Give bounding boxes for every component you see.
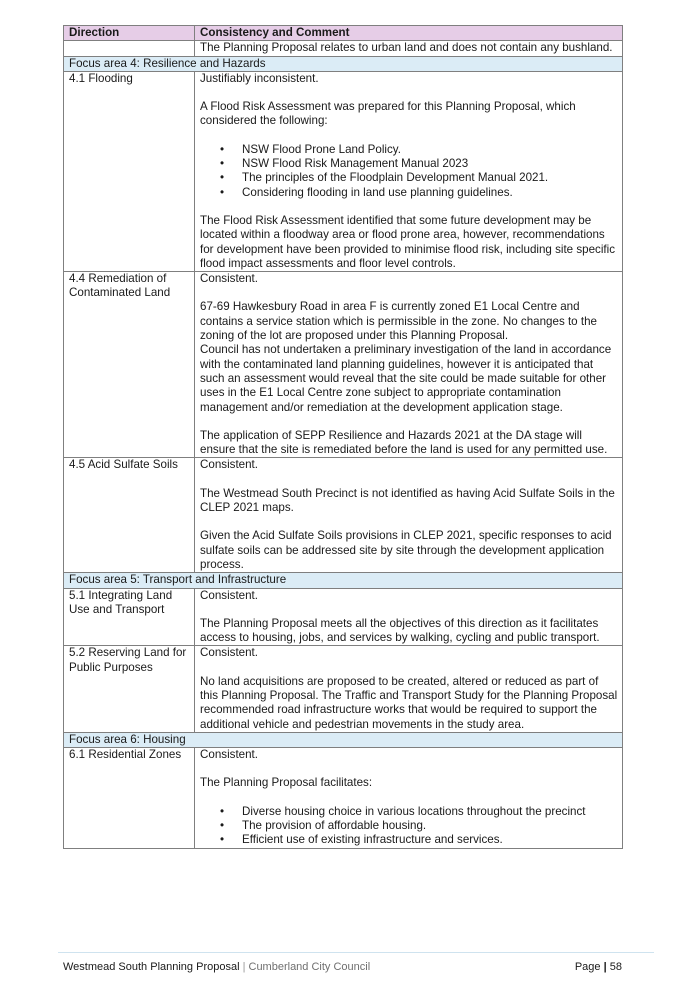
flooding-intro: A Flood Risk Assessment was prepared for this Planning Proposal, which considered the following: bbox=[200, 100, 576, 128]
list-item: • Diverse housing choice in various locations throughout the precinct bbox=[242, 805, 618, 819]
focus-area-row bbox=[64, 573, 623, 588]
footer-page-number bbox=[575, 961, 622, 974]
residential-bullet-list bbox=[200, 805, 618, 848]
comment-cell bbox=[195, 41, 623, 56]
remediation-paragraph-3: The application of SEPP Resilience and Hazards 2021 at the DA stage will ensure that the site is remediated before the land is used for any permitted use. bbox=[200, 428, 608, 457]
direction-residential: 6.1 Residential Zones bbox=[64, 748, 195, 848]
residential-intro: The Planning Proposal facilitates: bbox=[200, 776, 373, 790]
directions-table bbox=[63, 25, 623, 849]
focus-area-5-heading: Focus area 5: Transport and Infrastructure bbox=[64, 573, 623, 588]
direction-cell-empty bbox=[64, 41, 195, 56]
page-label: Page bbox=[574, 961, 601, 973]
list-item: • NSW Flood Prone Land Policy. bbox=[242, 143, 618, 157]
table-row bbox=[64, 41, 623, 56]
focus-area-6-heading: Focus area 6: Housing bbox=[64, 732, 623, 747]
reserving-status: Consistent. bbox=[200, 646, 258, 660]
list-item: • The principles of the Floodplain Development Manual 2021. bbox=[242, 171, 618, 185]
residential-status: Consistent. bbox=[200, 748, 258, 762]
direction-reserving: 5.2 Reserving Land for Public Purposes bbox=[64, 646, 195, 732]
footer-council-name: Cumberland City Council bbox=[248, 961, 371, 973]
table-row-integrating bbox=[64, 588, 623, 646]
table-row-residential bbox=[64, 748, 623, 848]
table-row-acid-sulfate bbox=[64, 458, 623, 573]
acid-paragraph-2: Given the Acid Sulfate Soils provisions in CLEP 2021, specific responses to acid sulfate soils can be addressed site by site through the development application process. bbox=[200, 529, 612, 571]
list-item: • Efficient use of existing infrastructure and services. bbox=[242, 833, 618, 847]
focus-area-4-heading: Focus area 4: Resilience and Hazards bbox=[64, 56, 623, 71]
remediation-status: Consistent. bbox=[200, 272, 258, 286]
focus-area-row bbox=[64, 732, 623, 747]
comment-remediation bbox=[195, 272, 623, 458]
header-direction: Direction bbox=[64, 26, 195, 41]
direction-remediation: 4.4 Remediation of Contaminated Land bbox=[64, 272, 195, 458]
remediation-paragraph-1: 67-69 Hawkesbury Road in area F is currently zoned E1 Local Centre and contains a service station which is permissible in the zone. No changes to the zoning of the lot are proposed under this Planning Proposal. bbox=[200, 300, 597, 343]
acid-status: Consistent. bbox=[200, 458, 258, 472]
integrating-status: Consistent. bbox=[200, 588, 258, 602]
comment-reserving bbox=[195, 646, 623, 732]
comment-residential bbox=[195, 748, 623, 848]
header-consistency-comment: Consistency and Comment bbox=[195, 26, 623, 41]
list-item: • The provision of affordable housing. bbox=[242, 819, 618, 833]
flooding-bullet-list bbox=[200, 143, 618, 200]
table-row-reserving bbox=[64, 646, 623, 732]
bushland-comment: The Planning Proposal relates to urban land and does not contain any bushland. bbox=[200, 41, 613, 55]
page-number-value: 58 bbox=[609, 961, 622, 973]
footer-document-title: Westmead South Planning Proposal bbox=[63, 961, 240, 973]
direction-acid-sulfate: 4.5 Acid Sulfate Soils bbox=[64, 458, 195, 573]
list-item: • Considering flooding in land use planning guidelines. bbox=[242, 186, 618, 200]
acid-paragraph-1: The Westmead South Precinct is not identified as having Acid Sulfate Soils in the CLEP 2021 maps. bbox=[200, 486, 615, 515]
table-header-row bbox=[64, 26, 623, 41]
flooding-status: Justifiably inconsistent. bbox=[200, 71, 319, 85]
page-separator: | bbox=[603, 961, 607, 973]
page-footer bbox=[63, 961, 622, 974]
comment-integrating bbox=[195, 588, 623, 646]
list-item: • NSW Flood Risk Management Manual 2023 bbox=[242, 157, 618, 171]
flooding-conclusion: The Flood Risk Assessment identified that some future development may be located within a floodway area or flood prone area, however, recommendations for development have been provided to minimise flood risk, including site specific flood impact assessments and floor level controls. bbox=[200, 213, 616, 270]
reserving-paragraph-1: No land acquisitions are proposed to be created, altered or reduced as part of this Planning Proposal. The Traffic and Transport Study for the Planning Proposal recommended road infrastructure works that would be required to support the additional vehicle and pedestrian movements in the study area. bbox=[200, 674, 618, 731]
comment-acid-sulfate bbox=[195, 458, 623, 573]
comment-flooding bbox=[195, 71, 623, 271]
focus-area-row bbox=[64, 56, 623, 71]
footer-separator: | bbox=[242, 961, 246, 973]
footer-divider bbox=[58, 952, 654, 953]
integrating-paragraph-1: The Planning Proposal meets all the objectives of this direction as it facilitates access to housing, jobs, and services by walking, cycling and public transport. bbox=[200, 616, 600, 645]
table-row-flooding bbox=[64, 71, 623, 271]
direction-integrating: 5.1 Integrating Land Use and Transport bbox=[64, 588, 195, 646]
remediation-paragraph-2: Council has not undertaken a preliminary investigation of the land in accordance with the contaminated land planning guidelines, however it is anticipated that such an assessment would reveal that the site could be made suitable for other uses in the E1 Local Centre zone subject to appropriate contamination management and/or remediation at the development application stage. bbox=[200, 343, 612, 414]
table-row-remediation bbox=[64, 272, 623, 458]
direction-flooding: 4.1 Flooding bbox=[64, 71, 195, 271]
